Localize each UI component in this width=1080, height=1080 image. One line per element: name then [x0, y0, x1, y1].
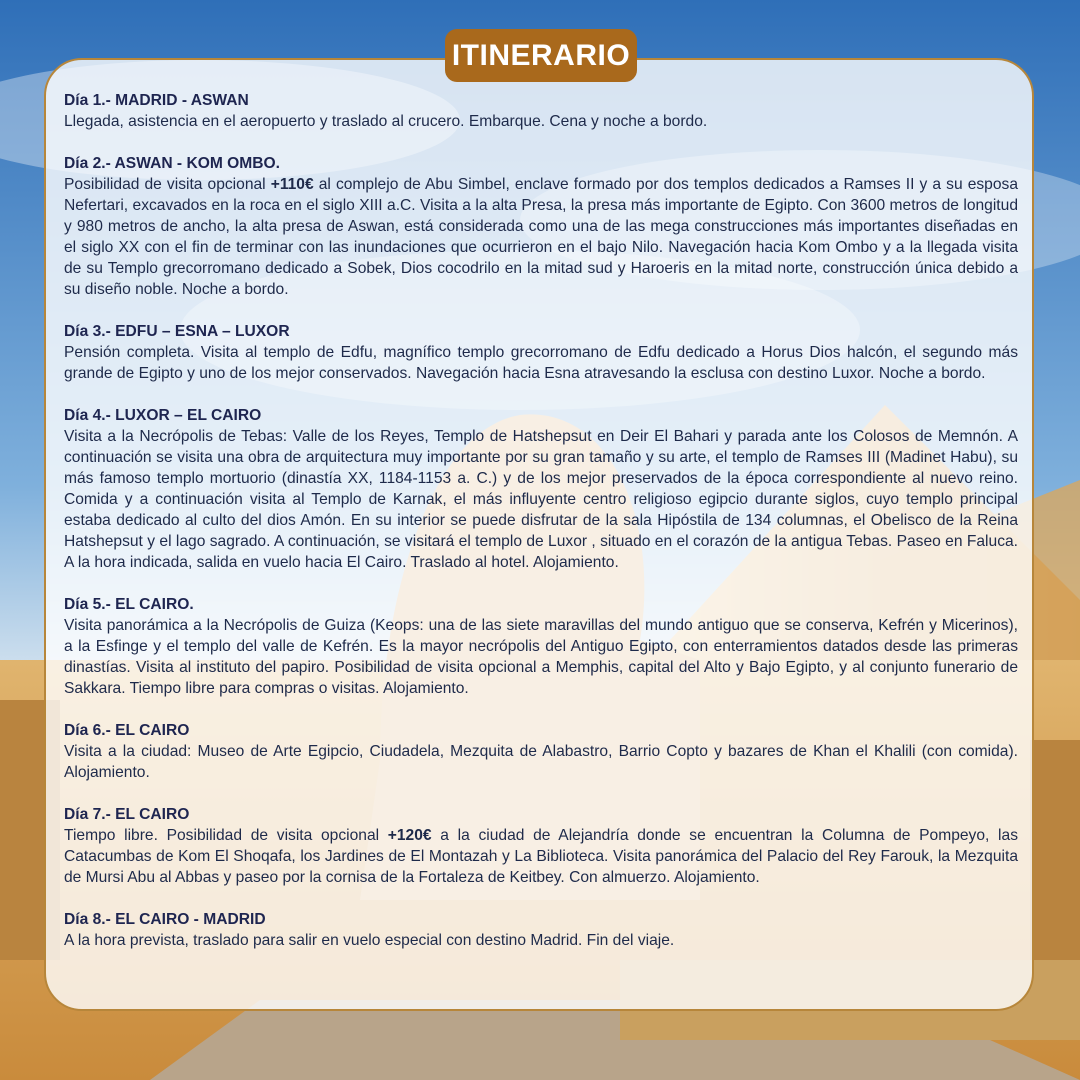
- day-description: Visita panorámica a la Necrópolis de Guiza (Keops: una de las siete maravillas del mundo antiguo que se conserva, Kefrén y Micerinos), a la Esfinge y el templo del valle de Kefrén. Es la mayor necrópolis del Antiguo Egipto, con enterramientos datados desde las primeras dinastías. Visita al instituto del papiro. Posibilidad de visita opcional a Memphis, capital del Alto y Bajo Egipto, y al conjunto funerario de Sakkara. Tiempo libre para compras o visitas. Alojamiento.: [64, 617, 1018, 697]
- description-text: Tiempo libre. Posibilidad de visita opcional: [64, 827, 388, 844]
- day-title: Día 1.- MADRID - ASWAN: [64, 92, 249, 109]
- day-4: [64, 405, 1018, 573]
- day-title: Día 6.- EL CAIRO: [64, 722, 190, 739]
- day-description: Visita a la Necrópolis de Tebas: Valle de los Reyes, Templo de Hatshepsut en Deir El Bahari y parada ante los Colosos de Memnón. A continuación se visita una obra de arquitectura muy importante por su gran tamaño y su arte, el templo de Ramses III (Madinet Habu), su más famoso templo mortuorio (dinastía XX, 1184-1153 a. C.) y de los mejor preservados de la época correspondiente al nuevo reino. Comida y a continuación visita al Templo de Karnak, el más influyente centro religioso egipcio durante siglos, cuyo templo principal estaba dedicado al culto del dios Amón. En su interior se puede disfrutar de la sala Hipóstila de 134 columnas, el Obelisco de la Reina Hatshepsut y el lago sagrado. A continuación, se visitará el templo de Luxor , situado en el corazón de la antigua Tebas. Paseo en Faluca. A la hora indicada, salida en vuelo hacia El Cairo. Traslado al hotel. Alojamiento.: [64, 428, 1018, 571]
- description-text: a la ciudad de Alejandría donde se encuentran la Columna de Pompeyo, las Catacumbas de Kom El Shoqafa, los Jardines de El Montazah y La Biblioteca. Visita panorámica del Palacio del Rey Farouk, la Mezquita de Mursi Abu al Abbas y paseo por la cornisa de la Fortaleza de Keitbey. Con almuerzo. Alojamiento.: [64, 827, 1018, 886]
- day-6: [64, 720, 1018, 783]
- day-title: Día 4.- LUXOR – EL CAIRO: [64, 407, 262, 424]
- day-2: [64, 153, 1018, 300]
- day-description: Visita a la ciudad: Museo de Arte Egipcio, Ciudadela, Mezquita de Alabastro, Barrio Copto y bazares de Khan el Khalili (con comida). Alojamiento.: [64, 743, 1018, 781]
- day-description: [64, 174, 1018, 300]
- optional-price: +110€: [270, 176, 314, 193]
- day-description: [64, 825, 1018, 888]
- day-8: [64, 909, 1018, 951]
- day-description: Llegada, asistencia en el aeropuerto y traslado al crucero. Embarque. Cena y noche a bordo.: [64, 113, 708, 130]
- day-title: Día 2.- ASWAN - KOM OMBO.: [64, 155, 281, 172]
- day-description: A la hora prevista, traslado para salir en vuelo especial con destino Madrid. Fin del viaje.: [64, 932, 675, 949]
- day-title: Día 5.- EL CAIRO.: [64, 596, 194, 613]
- description-text: Posibilidad de visita opcional: [64, 176, 271, 193]
- day-title: Día 8.- EL CAIRO - MADRID: [64, 911, 266, 928]
- description-text: al complejo de Abu Simbel, enclave formado por dos templos dedicados a Ramses II y a su esposa Nefertari, excavados en la roca en el siglo XIII a.C. Visita a la alta Presa, la presa más importante de Egipto. Con 3600 metros de longitud y 980 metros de ancho, la alta presa de Aswan, está considerada como una de las mega construcciones más importantes diseñadas en el siglo XX con el fin de terminar con las inundaciones que ocurrieron en el bajo Nilo. Navegación hacia Kom Ombo y a la llegada visita de su Templo grecorromano dedicado a Sobek, Dios cocodrilo en la mitad sud y Haroeris en la mitad norte, construcción única debido a su diseño noble. Noche a bordo.: [64, 176, 1018, 298]
- day-1: [64, 90, 1018, 132]
- day-5: [64, 594, 1018, 699]
- optional-price: +120€: [387, 827, 432, 844]
- day-7: [64, 804, 1018, 888]
- day-title: Día 3.- EDFU – ESNA – LUXOR: [64, 323, 290, 340]
- day-description: Pensión completa. Visita al templo de Edfu, magnífico templo grecorromano de Edfu dedicado a Horus Dios halcón, el segundo más grande de Egipto y uno de los mejor conservados. Navegación hacia Esna atravesando la esclusa con destino Luxor. Noche a bordo.: [64, 344, 1018, 382]
- day-title: Día 7.- EL CAIRO: [64, 806, 190, 823]
- itinerary-content: [64, 90, 1018, 972]
- day-3: [64, 321, 1018, 384]
- itinerary-title-badge: ITINERARIO: [445, 29, 637, 82]
